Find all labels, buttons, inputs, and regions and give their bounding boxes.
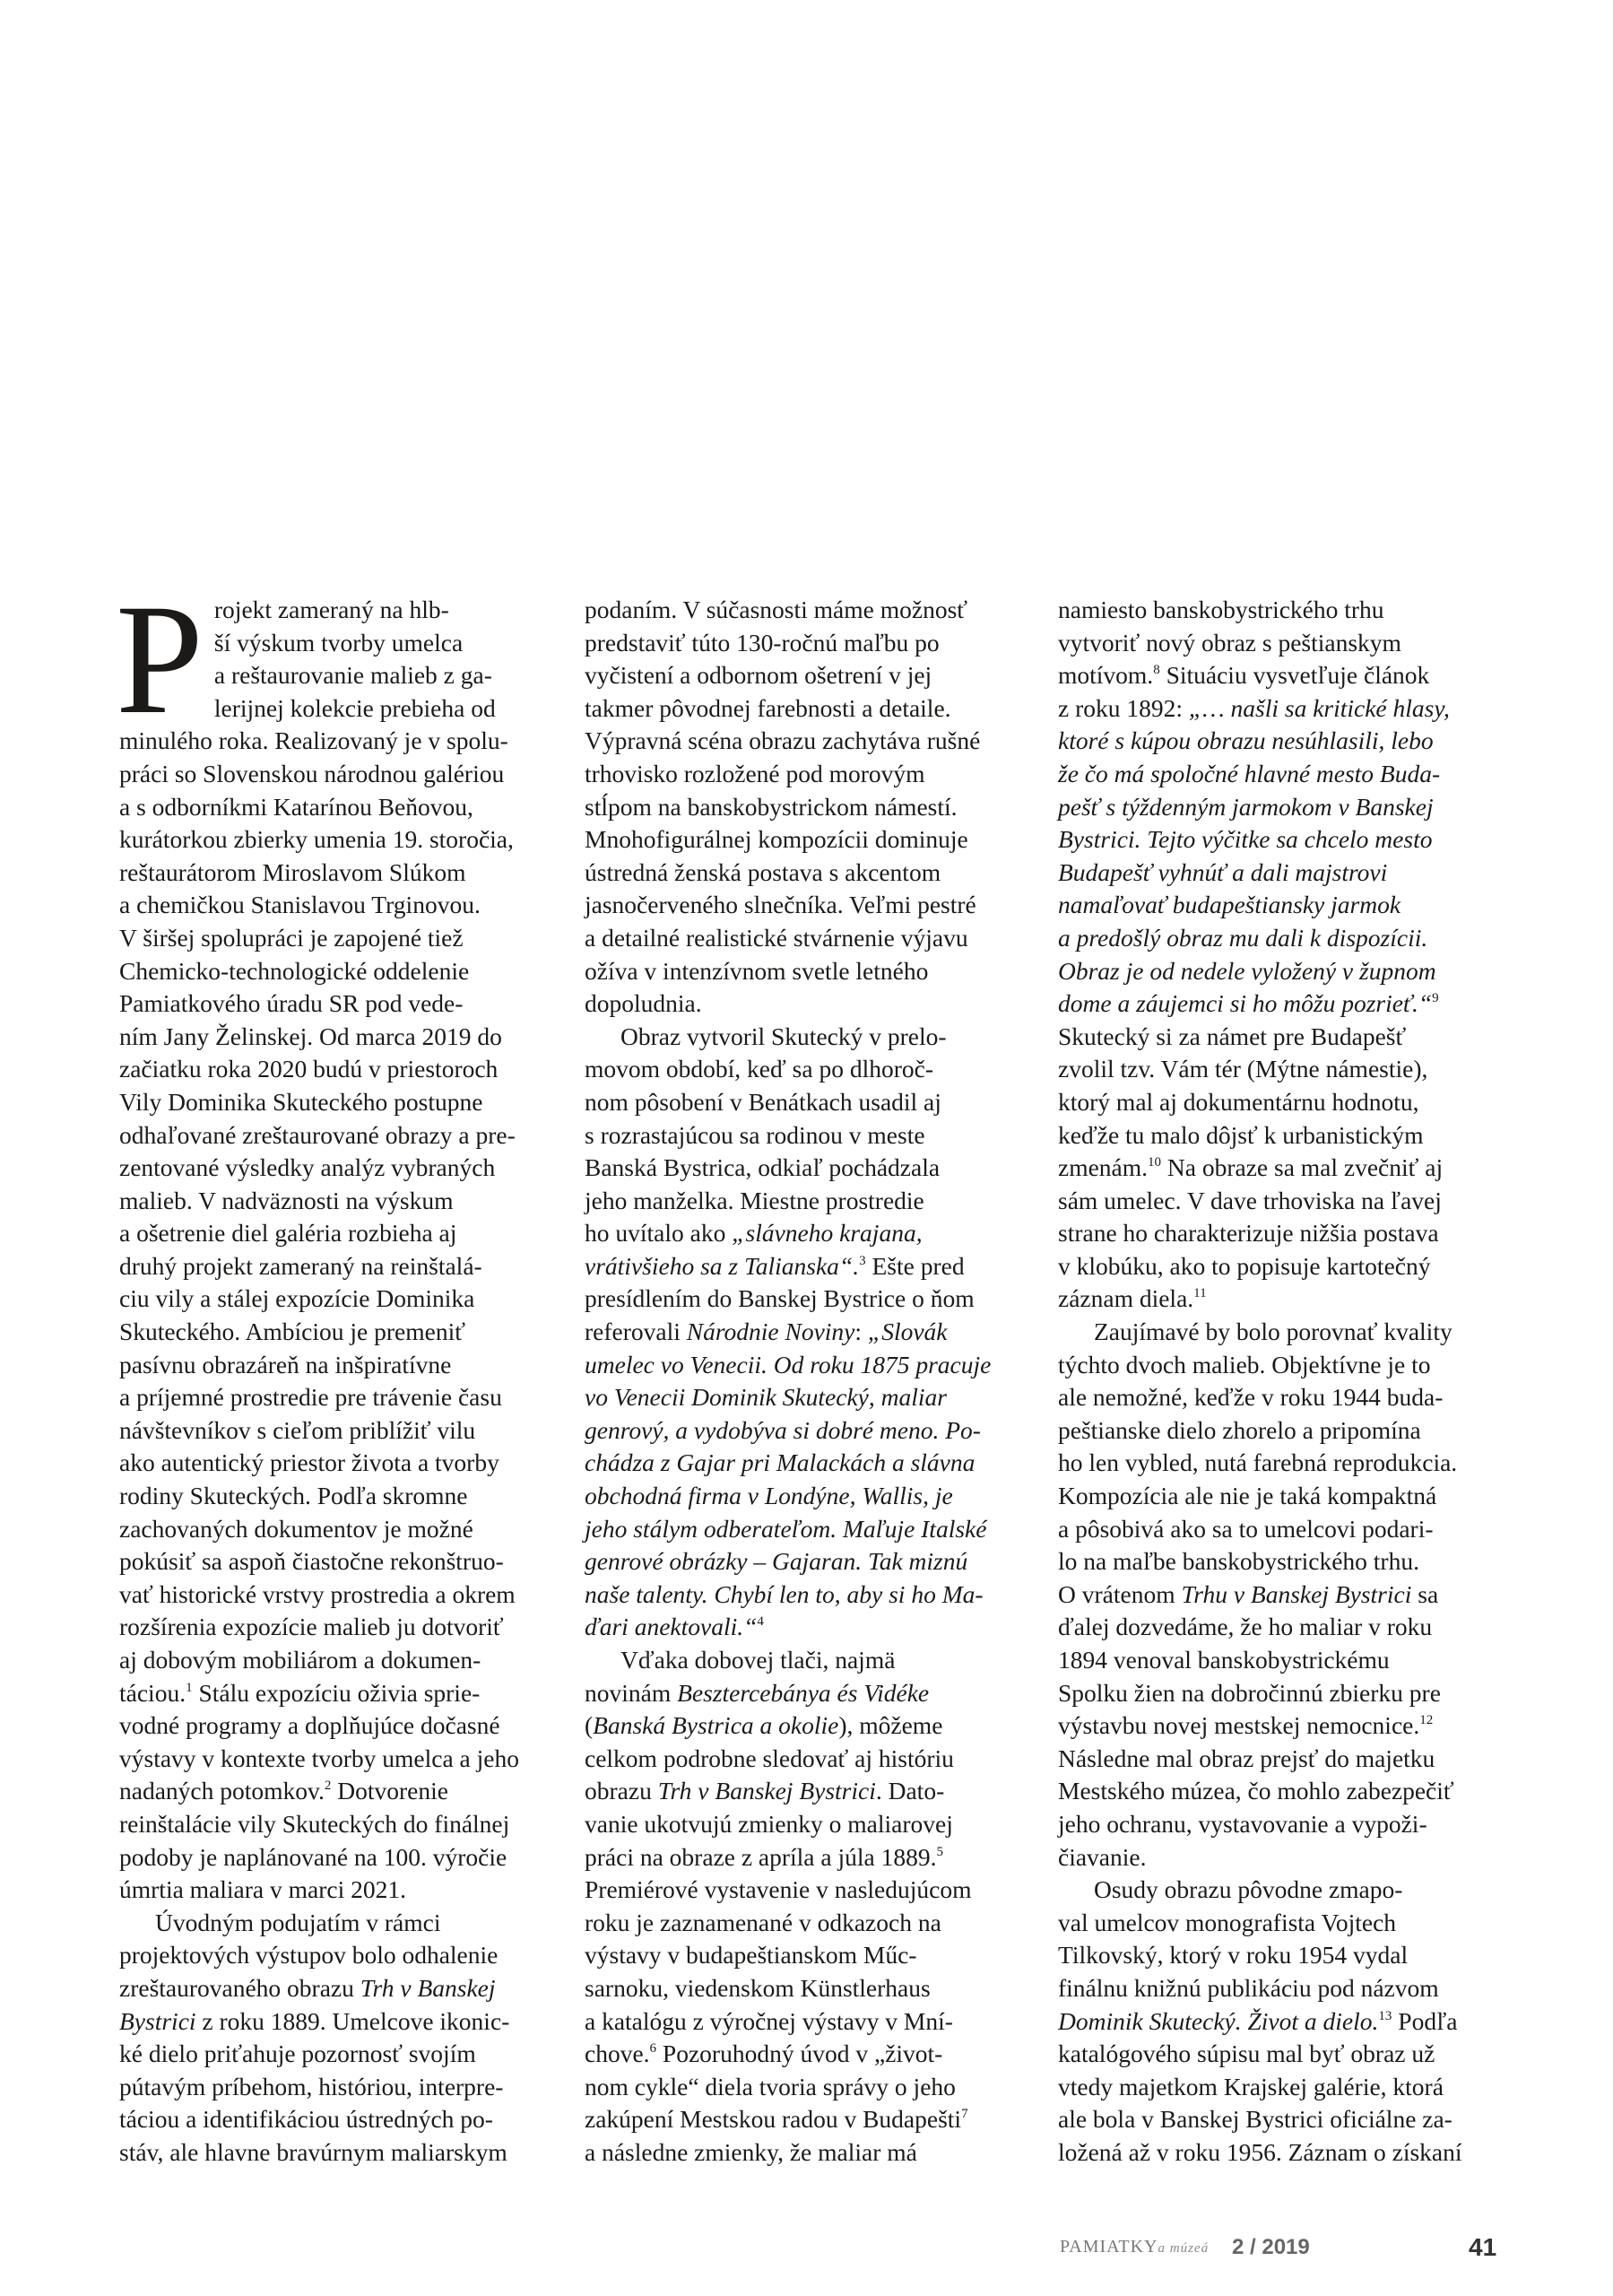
- footnote-marker: 11: [1193, 1286, 1207, 1301]
- italic-quote: pešť s týždenným jarmokom v Banskej: [1058, 792, 1434, 821]
- text-line: práci so Slovenskou národnou galériou: [119, 759, 505, 787]
- text-line: ), môžeme: [838, 1711, 943, 1740]
- text-line: chove.: [585, 2039, 650, 2068]
- text-line: stĺpom na banskobystrickom námestí.: [585, 792, 958, 821]
- text-line: a ošetrenie diel galéria rozbieha aj: [119, 1219, 457, 1248]
- text-line: reinštalácie vily Skuteckých do finálnej: [119, 1809, 510, 1838]
- text-line: nom cykle“ diela tvoria správy o jeho: [585, 2072, 956, 2100]
- italic-quote: obchodná firma v Londýne, Wallis, je: [585, 1482, 953, 1510]
- text-line: Spolku žien na dobročinnú zbierku pre: [1058, 1678, 1441, 1707]
- italic-title: Trh v Banskej: [360, 1973, 496, 2002]
- text-line: Skuteckého. Ambíciou je premeniť: [119, 1318, 465, 1346]
- italic-title: Národnie Noviny: [686, 1318, 855, 1346]
- footnote-marker: 10: [1148, 1155, 1162, 1170]
- text-line: ďalej dozvedáme, že ho maliar v roku: [1058, 1613, 1433, 1641]
- text-line: ho uvítalo ako: [585, 1219, 733, 1248]
- text-line: podoby je naplánované na 100. výročie: [119, 1842, 507, 1871]
- footnote-marker: 3: [859, 1253, 866, 1268]
- text-line: Následne mal obraz prejsť do majetku: [1058, 1744, 1435, 1772]
- text-line: návštevníkov s cieľom priblížiť vilu: [119, 1415, 476, 1444]
- text-line: a príjemné prostredie pre trávenie času: [119, 1383, 502, 1412]
- italic-title: Dominik Skutecký. Život a dielo.: [1058, 2006, 1379, 2035]
- text-line: Na obraze sa mal zvečniť aj: [1161, 1153, 1444, 1182]
- footnote-marker: 9: [1432, 991, 1439, 1006]
- text-line: keďže tu malo dôjsť k urbanistickým: [1058, 1120, 1424, 1149]
- text-line: reštaurátorom Miroslavom Slúkom: [119, 857, 466, 886]
- text-line: namiesto banskobystrického trhu: [1058, 596, 1384, 623]
- text-line: Skutecký si za námet pre Budapešť: [1058, 1022, 1407, 1050]
- italic-quote: jeho stálym odberateľom. Maľuje Italské: [585, 1514, 987, 1543]
- text-line: druhý projekt zameraný na reinštalá-: [119, 1251, 482, 1280]
- text-line: zachovaných dokumentov je možné: [119, 1514, 473, 1543]
- text-line: a katalógu z výročnej výstavy v Mní-: [585, 2006, 953, 2035]
- paragraph: [585, 1021, 1015, 1644]
- italic-title: Trhu v Banskej Bystrici: [1181, 1579, 1412, 1608]
- text-line: podaním. V súčasnosti máme možnosť: [585, 596, 968, 623]
- text-line: roku je zaznamenané v odkazoch na: [585, 1908, 941, 1936]
- text-line: zmenám.: [1058, 1153, 1149, 1182]
- italic-title: Banská Bystrica a okolie: [593, 1711, 839, 1740]
- italic-quote: ktoré s kúpou obrazu nesúhlasili, lebo: [1058, 726, 1434, 755]
- text-line: kurátorkou zbierky umenia 19. storočia,: [119, 825, 514, 854]
- text-line: sarnoku, viedenskom Künstlerhaus: [585, 1973, 931, 2002]
- text-line: a s odborníkmi Katarínou Beňovou,: [119, 792, 473, 821]
- text-line: ožíva v intenzívnom svetle letného: [585, 956, 929, 985]
- text-line: sám umelec. V dave trhoviska na ľavej: [1058, 1186, 1442, 1214]
- article-column-1: [116, 572, 550, 2170]
- text-line: ložená až v roku 1956. Záznam o získaní: [1058, 2137, 1462, 2166]
- text-line: a následne zmienky, že maliar má: [585, 2137, 917, 2166]
- text-line: Kompozícia ale nie je taká kompaktná: [1058, 1482, 1437, 1510]
- text-line: Vďaka dobovej tlači, najmä: [620, 1646, 896, 1674]
- italic-quote: Bystrici. Tejto výčitke sa chcelo mesto: [1058, 825, 1433, 854]
- text-line: Zaujímavé by bolo porovnať kvality: [1094, 1318, 1453, 1346]
- text-line: zvolil tzv. Vám tér (Mýtne námestie),: [1058, 1055, 1428, 1083]
- text-line: a chemičkou Stanislavou Trginovou.: [119, 891, 481, 919]
- text-line: Banská Bystrica, odkiaľ pochádzala: [585, 1153, 941, 1182]
- text-line: Osudy obrazu pôvodne zmapo-: [1094, 1875, 1403, 1904]
- text-line: začiatku roka 2020 budú v priestoroch: [119, 1055, 499, 1083]
- text-line: projektových výstupov bolo odhalenie: [119, 1941, 499, 1970]
- paragraph: [116, 572, 550, 1907]
- text-line: obrazu: [585, 1777, 658, 1805]
- text-line: záznam diela.: [1058, 1284, 1194, 1313]
- italic-title: Bystrici: [119, 2006, 196, 2035]
- text-line: rojekt zameraný na hlb-: [213, 596, 449, 623]
- text-line: z roku 1889. Umelcove ikonic-: [195, 2006, 510, 2035]
- italic-quote: ďari anektovali.“: [585, 1613, 758, 1641]
- text-line: rodiny Skuteckých. Podľa skromne: [119, 1482, 468, 1510]
- issue-number: 2 / 2019: [1232, 2235, 1310, 2259]
- text-line: vodné programy a doplňujúce dočasné: [119, 1711, 500, 1740]
- italic-quote: genrové obrázky – Gajaran. Tak miznú: [585, 1547, 968, 1576]
- text-line: zakúpení Mestskou radou v Budapešti: [585, 2105, 962, 2134]
- footnote-marker: 4: [757, 1614, 764, 1630]
- text-line: :: [854, 1318, 868, 1346]
- text-line: trhovisko rozložené pod morovým: [585, 759, 925, 787]
- text-line: stáv, ale hlavne bravúrnym maliarskym: [119, 2137, 507, 2166]
- text-line: v klobúku, ako to popisuje kartotečný: [1058, 1251, 1431, 1280]
- text-line: vanie ukotvujú zmienky o maliarovej: [585, 1809, 953, 1838]
- text-line: Pamiatkového úradu SR pod vede-: [119, 989, 464, 1018]
- text-line: zreštaurovaného obrazu: [119, 1973, 360, 2002]
- text-line: rozšírenia expozície malieb ju dotvoriť: [119, 1613, 504, 1641]
- italic-quote: naše talenty. Chybí len to, aby si ho Ma-: [585, 1579, 984, 1608]
- text-line: predstaviť túto 130-ročnú maľbu po: [585, 628, 940, 657]
- text-line: zentované výsledky analýz vybraných: [119, 1153, 496, 1182]
- italic-quote: a predošlý obraz mu dali k dispozícii.: [1058, 923, 1428, 952]
- text-line: nom pôsobení v Benátkach usadil aj: [585, 1087, 941, 1116]
- text-line: Stálu expozíciu oživia sprie-: [192, 1678, 481, 1707]
- text-line: Chemicko-technologické oddelenie: [119, 956, 470, 985]
- text-line: presídlením do Banskej Bystrice o ňom: [585, 1284, 975, 1313]
- text-line: takmer pôvodnej farebnosti a detaile.: [585, 693, 951, 722]
- paragraph: [585, 594, 1015, 1021]
- text-line: pasívnu obrazáreň na inšpiratívne: [119, 1350, 452, 1378]
- text-line: ho len vybled, nutá farebná reprodukcia.: [1058, 1448, 1458, 1477]
- paragraph: [1058, 594, 1488, 1316]
- italic-quote: vo Venecii Dominik Skutecký, maliar: [585, 1383, 947, 1412]
- text-line: Premiérové vystavenie v nasledujúcom: [585, 1875, 972, 1904]
- text-line: a reštaurovanie malieb z ga-: [213, 661, 492, 690]
- text-line: novinám: [585, 1678, 678, 1707]
- footnote-marker: 5: [936, 1844, 943, 1859]
- italic-title: Besztercebánya és Vidéke: [677, 1678, 930, 1707]
- text-line: Vily Dominika Skuteckého postupne: [119, 1087, 483, 1116]
- text-line: nadaných potomkov.: [119, 1777, 325, 1805]
- italic-quote: „slávneho krajana,: [732, 1219, 923, 1248]
- text-line: Výpravná scéna obrazu zachytáva rušné: [585, 726, 981, 755]
- italic-quote: že čo má spoločné hlavné mesto Buda-: [1058, 759, 1441, 787]
- text-line: Mestského múzea, čo mohlo zabezpečiť: [1058, 1777, 1454, 1805]
- logo-text: PAMIATKY: [1060, 2237, 1158, 2257]
- italic-quote: umelec vo Venecii. Od roku 1875 pracuje: [585, 1350, 992, 1378]
- footnote-marker: 13: [1378, 2008, 1392, 2023]
- page-footer: [0, 2233, 1613, 2269]
- footnote-marker: 12: [1419, 1713, 1434, 1728]
- drop-cap: P: [116, 572, 204, 747]
- text-line: strane ho charakterizuje nižšia postava: [1058, 1219, 1439, 1248]
- text-line: s rozrastajúcou sa rodinou v meste: [585, 1120, 925, 1149]
- italic-quote: dome a záujemci si ho môžu pozrieť.“: [1058, 989, 1433, 1018]
- logo-mark: a múzeá: [1158, 2241, 1210, 2256]
- text-line: ním Jany Želinskej. Od marca 2019 do: [119, 1022, 502, 1050]
- text-line: ale nemožné, keďže v roku 1944 buda-: [1058, 1383, 1444, 1412]
- italic-quote: Budapešť vyhnúť a dali majstrovi: [1058, 857, 1388, 886]
- paragraph: [119, 1907, 550, 2170]
- text-line: jeho ochranu, vystavovanie a vypoži-: [1058, 1809, 1427, 1838]
- text-line: táciou a identifikáciou ústredných po-: [119, 2105, 493, 2134]
- text-line: 1894 venoval banskobystrickému: [1058, 1646, 1390, 1674]
- text-line: Obraz vytvoril Skutecký v prelo-: [620, 1022, 947, 1050]
- page-number: 41: [1469, 2233, 1497, 2261]
- italic-quote: genrový, a vydobýva si dobré meno. Po-: [585, 1415, 981, 1444]
- italic-title: Trh v Banskej Bystrici: [657, 1777, 876, 1805]
- text-line: ktorý mal aj dokumentárnu hodnotu,: [1058, 1087, 1419, 1116]
- text-line: ale bola v Banskej Bystrici oficiálne za-: [1058, 2105, 1453, 2134]
- text-line: táciou.: [119, 1678, 186, 1707]
- footnote-marker: 6: [649, 2041, 657, 2057]
- footnote-marker: 8: [1153, 663, 1160, 678]
- text-line: týchto dvoch malieb. Objektívne je to: [1058, 1350, 1431, 1378]
- italic-quote: Obraz je od nedele vyložený v župnom: [1058, 956, 1436, 985]
- text-line: sa: [1411, 1579, 1439, 1608]
- text-line: jasnočerveného slnečníka. Veľmi pestré: [585, 891, 976, 919]
- text-line: referovali: [585, 1318, 687, 1346]
- text-line: vyčistení a odbornom ošetrení v jej: [585, 661, 932, 690]
- magazine-logo: [1060, 2237, 1209, 2257]
- italic-quote: namaľovať budapeštiansky jarmok: [1058, 891, 1401, 919]
- text-line: pútavým príbehom, históriou, interpre-: [119, 2072, 504, 2100]
- italic-quote: vrátivšieho sa z Talianska“.: [585, 1251, 860, 1280]
- text-line: výstavbu novej mestskej nemocnice.: [1058, 1711, 1420, 1740]
- footnote-marker: 2: [324, 1779, 332, 1794]
- text-line: jeho manželka. Miestne prostredie: [585, 1186, 924, 1214]
- text-line: . Dato-: [875, 1777, 945, 1805]
- paragraph: [1058, 1316, 1488, 1874]
- text-line: vytvoriť nový obraz s peštianskym: [1058, 628, 1401, 657]
- text-line: odhaľované zreštaurované obrazy a pre-: [119, 1120, 516, 1149]
- text-line: (: [585, 1711, 594, 1740]
- article-column-2: [585, 594, 1015, 2170]
- text-line: Dotvorenie: [331, 1777, 448, 1805]
- text-line: Pozoruhodný úvod v „život-: [656, 2039, 943, 2068]
- text-line: Mnohofigurálnej kompozícii dominuje: [585, 825, 968, 854]
- text-line: movom období, keď sa po dlhoroč-: [585, 1055, 933, 1083]
- text-line: motívom.: [1058, 661, 1154, 690]
- text-line: vať historické vrstvy prostredia a okrem: [119, 1579, 516, 1608]
- text-line: lo na maľbe banskobystrického trhu.: [1058, 1547, 1419, 1576]
- paragraph: [1058, 1874, 1488, 2169]
- italic-quote: „Slovák: [867, 1318, 948, 1346]
- text-line: Tilkovský, ktorý v roku 1954 vydal: [1058, 1941, 1409, 1970]
- text-line: práci na obraze z apríla a júla 1889.: [585, 1842, 937, 1871]
- footnote-marker: 1: [186, 1680, 193, 1695]
- italic-quote: chádza z Gajar pri Malackách a slávna: [585, 1448, 976, 1477]
- text-line: aj dobovým mobiliárom a dokumen-: [119, 1646, 481, 1674]
- text-line: Podľa: [1392, 2006, 1458, 2035]
- text-line: vtedy majetkom Krajskej galérie, ktorá: [1058, 2072, 1444, 2100]
- text-line: finálnu knižnú publikáciu pod názvom: [1058, 1973, 1439, 2002]
- text-line: celkom podrobne sledovať aj históriu: [585, 1744, 954, 1772]
- paragraph: [585, 1644, 1015, 2170]
- text-line: ústredná ženská postava s akcentom: [585, 857, 941, 886]
- text-line: Úvodným podujatím v rámci: [155, 1908, 441, 1936]
- text-line: O vrátenom: [1058, 1579, 1182, 1608]
- text-line: a detailné realistické stvárnenie výjavu: [585, 923, 968, 952]
- text-line: V širšej spolupráci je zapojené tiež: [119, 923, 464, 952]
- article-column-3: [1058, 594, 1488, 2170]
- text-line: úmrtia maliara v marci 2021.: [119, 1875, 406, 1904]
- italic-quote: „… našli sa kritické hlasy,: [1188, 693, 1450, 722]
- text-line: ké dielo priťahuje pozornosť svojím: [119, 2039, 476, 2068]
- text-line: lerijnej kolekcie prebieha od: [213, 693, 496, 722]
- text-line: čiavanie.: [1058, 1842, 1147, 1871]
- text-line: Ešte pred: [865, 1251, 965, 1280]
- text-line: malieb. V nadväznosti na výskum: [119, 1186, 454, 1214]
- text-line: katalógového súpisu mal byť obraz už: [1058, 2039, 1435, 2068]
- text-line: pokúsiť sa aspoň čiastočne rekonštruo-: [119, 1547, 504, 1576]
- text-line: peštianske dielo zhorelo a pripomína: [1058, 1415, 1421, 1444]
- text-line: minulého roka. Realizovaný je v spolu-: [119, 726, 508, 755]
- text-line: Situáciu vysvetľuje článok: [1159, 661, 1430, 690]
- text-line: výstavy v kontexte tvorby umelca a jeho: [119, 1744, 519, 1772]
- text-line: a pôsobivá ako sa to umelcovi podari-: [1058, 1514, 1434, 1543]
- text-line: ako autentický priestor života a tvorby: [119, 1448, 499, 1477]
- text-line: z roku 1892:: [1058, 693, 1189, 722]
- footnote-marker: 7: [961, 2107, 968, 2122]
- text-line: dopoludnia.: [585, 989, 702, 1018]
- text-line: ší výskum tvorby umelca: [213, 628, 464, 657]
- text-line: výstavy v budapeštianskom Műc-: [585, 1941, 917, 1970]
- text-line: val umelcov monografista Vojtech: [1058, 1908, 1397, 1936]
- text-line: ciu vily a stálej expozície Dominika: [119, 1284, 475, 1313]
